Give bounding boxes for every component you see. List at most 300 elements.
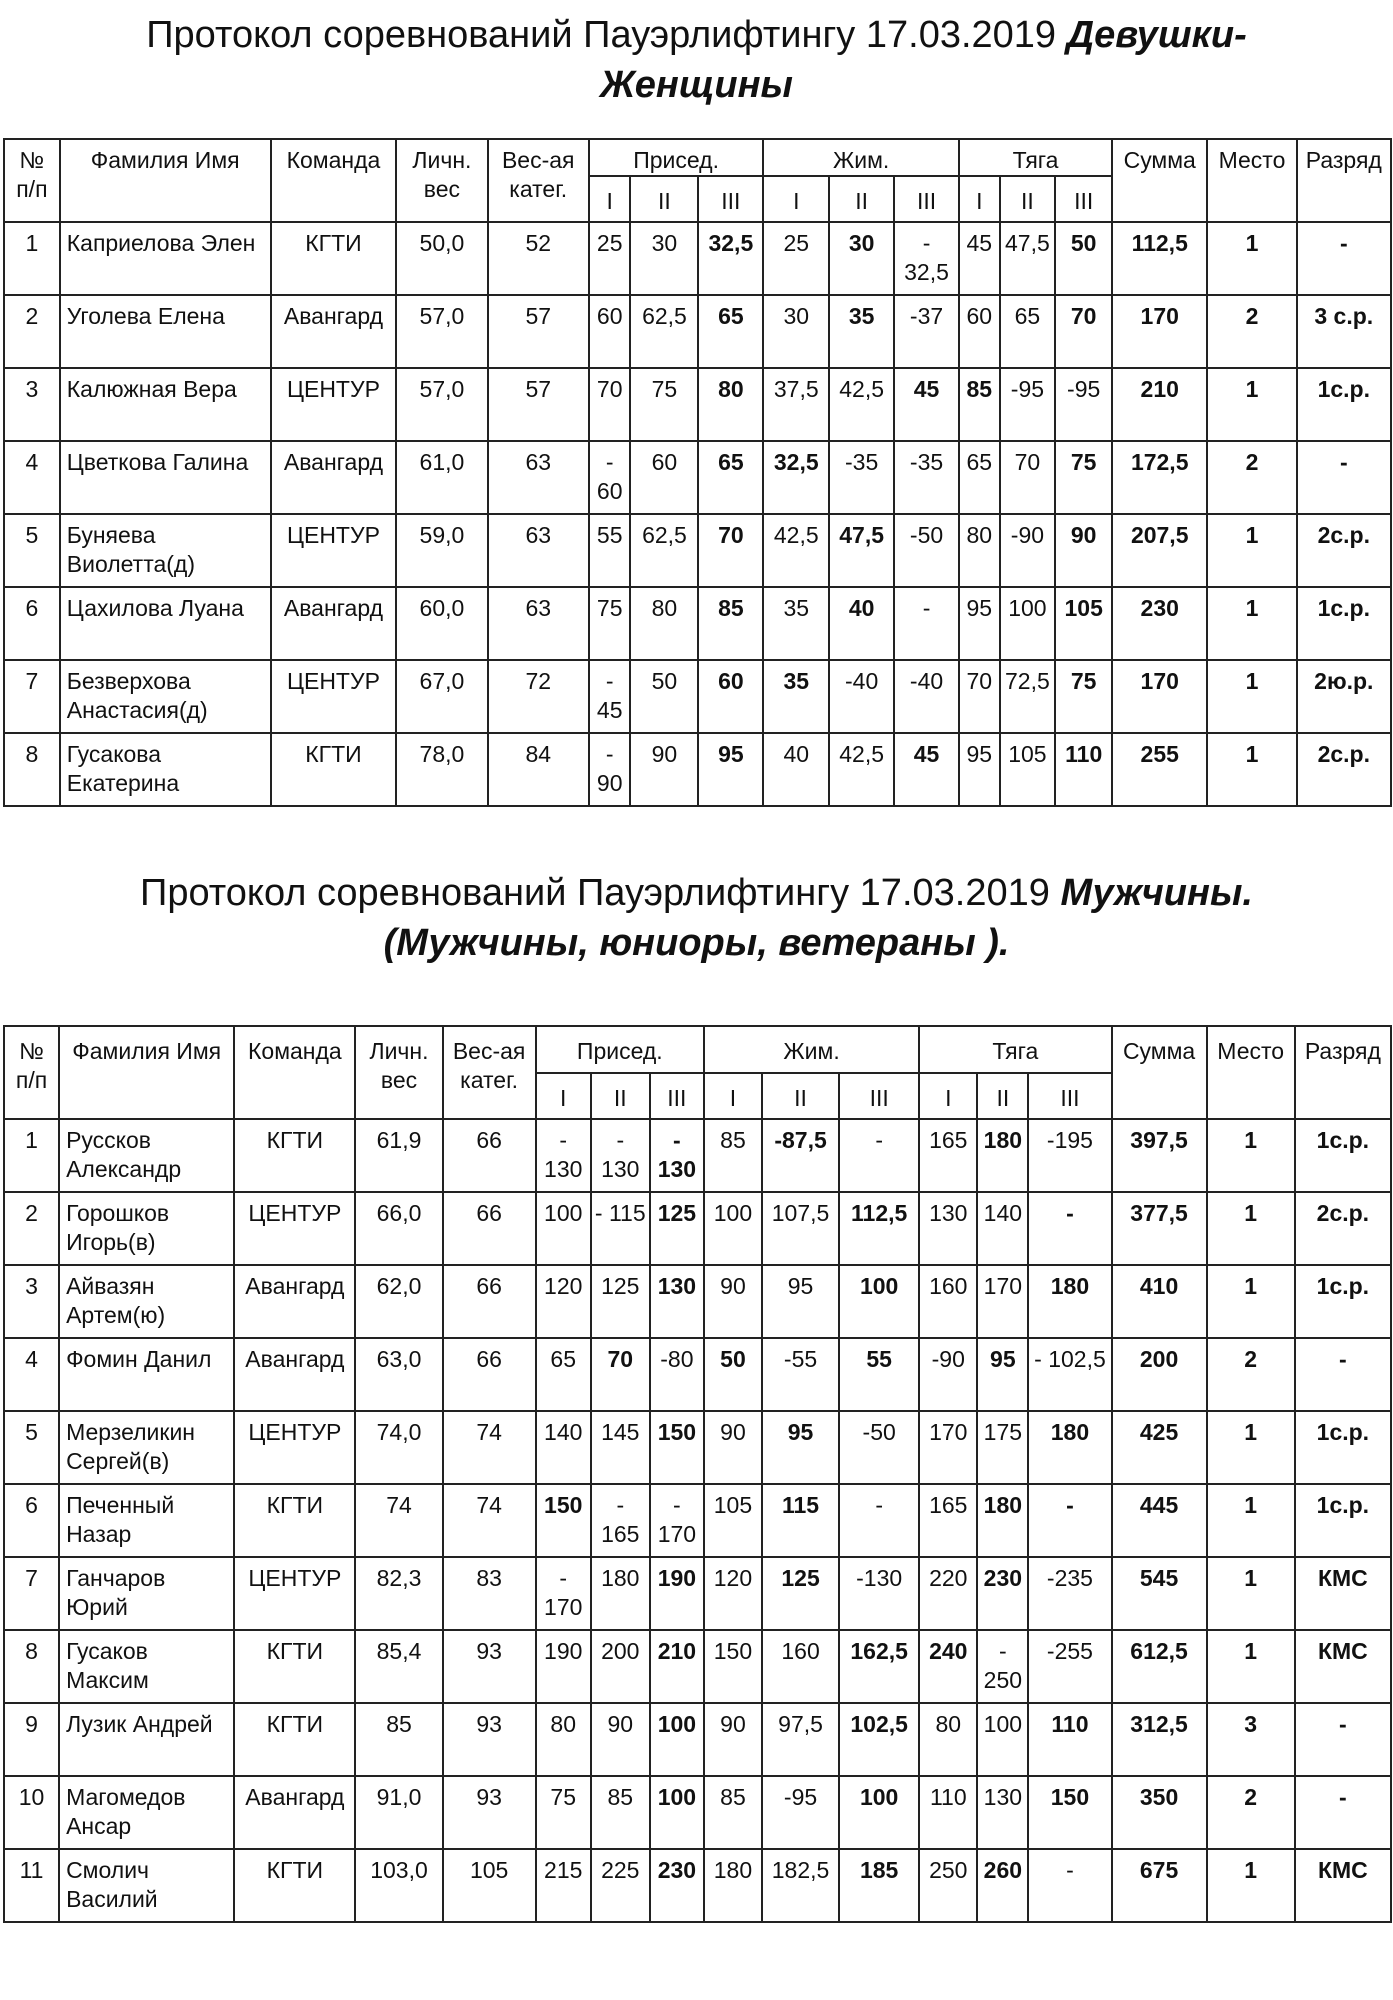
cell-name: Руссков Александр [59, 1119, 234, 1192]
header-category: Вес-ая катег. [443, 1026, 536, 1119]
cell-bench-3: -40 [894, 660, 959, 733]
cell-total: 612,5 [1112, 1630, 1207, 1703]
cell-bench-3: 45 [894, 368, 959, 441]
cell-bench-2: 35 [829, 295, 894, 368]
cell-squat-2: - 115 [591, 1192, 650, 1265]
men-results-table [3, 1025, 1392, 1923]
header-bench: Жим. [763, 139, 959, 176]
cell-squat-3: 60 [698, 660, 763, 733]
cell-rank: - [1295, 1703, 1391, 1776]
header-place: Место [1207, 1026, 1295, 1119]
cell-deadlift-2: 100 [977, 1703, 1028, 1776]
cell-team: ЦЕНТУР [271, 514, 397, 587]
cell-squat-1: 60 [589, 295, 631, 368]
cell-rank: 2с.р. [1297, 514, 1391, 587]
cell-rank: КМС [1295, 1557, 1391, 1630]
cell-deadlift-3: 150 [1028, 1776, 1111, 1849]
cell-squat-1: 25 [589, 222, 631, 295]
cell-place: 1 [1207, 1849, 1295, 1922]
table-row [4, 1484, 1391, 1557]
cell-weight: 82,3 [355, 1557, 442, 1630]
header-deadlift-attempt-3: III [1028, 1073, 1111, 1119]
cell-place: 2 [1207, 1338, 1295, 1411]
cell-squat-3: 70 [698, 514, 763, 587]
cell-deadlift-3: -255 [1028, 1630, 1111, 1703]
cell-weight: 61,0 [396, 441, 487, 514]
table-row [4, 1849, 1391, 1922]
cell-num: 5 [4, 1411, 59, 1484]
cell-squat-2: 75 [630, 368, 698, 441]
cell-bench-2: -55 [762, 1338, 839, 1411]
cell-team: ЦЕНТУР [234, 1411, 355, 1484]
header-deadlift: Тяга [959, 139, 1112, 176]
cell-place: 2 [1207, 295, 1296, 368]
cell-category: 66 [443, 1265, 536, 1338]
cell-deadlift-2: 130 [977, 1776, 1028, 1849]
cell-bench-1: 25 [763, 222, 829, 295]
cell-deadlift-1: 65 [959, 441, 1000, 514]
cell-bench-2: 30 [829, 222, 894, 295]
cell-deadlift-2: 70 [1000, 441, 1056, 514]
cell-deadlift-1: 70 [959, 660, 1000, 733]
header-rank: Разряд [1297, 139, 1391, 222]
cell-deadlift-1: 110 [919, 1776, 977, 1849]
cell-bench-1: 180 [704, 1849, 762, 1922]
cell-squat-2: 225 [591, 1849, 650, 1922]
header-squat-attempt-3: III [698, 176, 763, 222]
cell-bench-3: -50 [894, 514, 959, 587]
cell-deadlift-3: -195 [1028, 1119, 1111, 1192]
cell-team: КГТИ [234, 1849, 355, 1922]
cell-rank: 2с.р. [1297, 733, 1391, 806]
cell-team: Авангард [234, 1776, 355, 1849]
cell-name: Уголева Елена [60, 295, 271, 368]
table-row [4, 587, 1391, 660]
cell-bench-1: 100 [704, 1192, 762, 1265]
cell-bench-3: - 32,5 [894, 222, 959, 295]
cell-squat-3: 100 [650, 1703, 704, 1776]
cell-total: 377,5 [1112, 1192, 1207, 1265]
cell-team: Авангард [234, 1338, 355, 1411]
women-results-table [3, 138, 1392, 807]
header-rank: Разряд [1295, 1026, 1391, 1119]
cell-name: Безверхова Анастасия(д) [60, 660, 271, 733]
cell-squat-1: 190 [536, 1630, 591, 1703]
cell-deadlift-2: 170 [977, 1265, 1028, 1338]
cell-weight: 60,0 [396, 587, 487, 660]
cell-bench-2: 97,5 [762, 1703, 839, 1776]
cell-squat-1: 80 [536, 1703, 591, 1776]
cell-bench-1: 105 [704, 1484, 762, 1557]
cell-deadlift-2: 100 [1000, 587, 1056, 660]
cell-bench-1: 50 [704, 1338, 762, 1411]
cell-squat-2: 50 [630, 660, 698, 733]
cell-weight: 85,4 [355, 1630, 442, 1703]
cell-weight: 59,0 [396, 514, 487, 587]
cell-deadlift-1: 95 [959, 587, 1000, 660]
cell-squat-2: 200 [591, 1630, 650, 1703]
cell-squat-3: 80 [698, 368, 763, 441]
cell-bench-3: -50 [839, 1411, 919, 1484]
cell-deadlift-1: 45 [959, 222, 1000, 295]
cell-deadlift-3: - [1028, 1192, 1111, 1265]
cell-name: Ганчаров Юрий [59, 1557, 234, 1630]
cell-bench-3: 102,5 [839, 1703, 919, 1776]
cell-category: 66 [443, 1338, 536, 1411]
cell-squat-1: 70 [589, 368, 631, 441]
cell-deadlift-1: 165 [919, 1119, 977, 1192]
cell-bench-2: 42,5 [829, 368, 894, 441]
table-row [4, 1265, 1391, 1338]
cell-bench-2: 182,5 [762, 1849, 839, 1922]
cell-squat-2: 125 [591, 1265, 650, 1338]
cell-total: 112,5 [1112, 222, 1207, 295]
cell-weight: 57,0 [396, 295, 487, 368]
cell-category: 83 [443, 1557, 536, 1630]
cell-squat-1: - 45 [589, 660, 631, 733]
cell-deadlift-1: -90 [919, 1338, 977, 1411]
cell-category: 63 [488, 587, 589, 660]
cell-name: Айвазян Артем(ю) [59, 1265, 234, 1338]
cell-squat-3: 65 [698, 441, 763, 514]
cell-team: КГТИ [271, 222, 397, 295]
cell-name: Печенный Назар [59, 1484, 234, 1557]
header-squat-attempt-1: I [536, 1073, 591, 1119]
cell-total: 255 [1112, 733, 1207, 806]
cell-weight: 78,0 [396, 733, 487, 806]
cell-squat-1: 120 [536, 1265, 591, 1338]
cell-place: 1 [1207, 514, 1296, 587]
cell-squat-2: 60 [630, 441, 698, 514]
cell-bench-3: 112,5 [839, 1192, 919, 1265]
men-title-category-1: Мужчины. [1060, 872, 1253, 914]
cell-bench-3: -37 [894, 295, 959, 368]
cell-num: 2 [4, 1192, 59, 1265]
cell-category: 52 [488, 222, 589, 295]
cell-bench-1: 42,5 [763, 514, 829, 587]
cell-deadlift-2: 180 [977, 1484, 1028, 1557]
table-row [4, 1411, 1391, 1484]
cell-deadlift-3: 110 [1055, 733, 1112, 806]
cell-total: 207,5 [1112, 514, 1207, 587]
cell-squat-1: 150 [536, 1484, 591, 1557]
cell-bench-2: 47,5 [829, 514, 894, 587]
cell-place: 1 [1207, 1484, 1295, 1557]
cell-squat-2: 70 [591, 1338, 650, 1411]
header-squat-attempt-1: I [589, 176, 631, 222]
cell-bench-2: 95 [762, 1265, 839, 1338]
cell-deadlift-2: 175 [977, 1411, 1028, 1484]
header-name: Фамилия Имя [59, 1026, 234, 1119]
cell-num: 9 [4, 1703, 59, 1776]
cell-deadlift-1: 95 [959, 733, 1000, 806]
cell-squat-3: 95 [698, 733, 763, 806]
cell-deadlift-2: -90 [1000, 514, 1056, 587]
men-title-category-2: (Мужчины, юниоры, ветераны ). [383, 922, 1010, 964]
cell-rank: 1с.р. [1297, 587, 1391, 660]
cell-name: Гусаков Максим [59, 1630, 234, 1703]
cell-rank: КМС [1295, 1630, 1391, 1703]
cell-squat-3: 125 [650, 1192, 704, 1265]
cell-squat-2: 80 [630, 587, 698, 660]
cell-deadlift-3: - [1028, 1484, 1111, 1557]
cell-deadlift-3: 75 [1055, 441, 1112, 514]
cell-weight: 62,0 [355, 1265, 442, 1338]
header-weight: Личн. вес [396, 139, 487, 222]
cell-deadlift-3: 180 [1028, 1265, 1111, 1338]
cell-team: ЦЕНТУР [234, 1557, 355, 1630]
header-num: № п/п [4, 1026, 59, 1119]
header-squat-attempt-3: III [650, 1073, 704, 1119]
cell-deadlift-1: 170 [919, 1411, 977, 1484]
header-total: Сумма [1112, 139, 1207, 222]
cell-place: 1 [1207, 1630, 1295, 1703]
cell-name: Калюжная Вера [60, 368, 271, 441]
cell-squat-1: 75 [589, 587, 631, 660]
cell-deadlift-2: - 250 [977, 1630, 1028, 1703]
cell-squat-1: - 130 [536, 1119, 591, 1192]
cell-squat-2: 85 [591, 1776, 650, 1849]
cell-bench-2: 125 [762, 1557, 839, 1630]
cell-squat-3: 130 [650, 1265, 704, 1338]
cell-deadlift-3: 75 [1055, 660, 1112, 733]
cell-bench-1: 37,5 [763, 368, 829, 441]
header-bench-attempt-3: III [839, 1073, 919, 1119]
cell-num: 7 [4, 660, 60, 733]
cell-bench-3: - [839, 1119, 919, 1192]
header-team: Команда [271, 139, 397, 222]
cell-team: КГТИ [234, 1630, 355, 1703]
cell-num: 8 [4, 1630, 59, 1703]
cell-num: 2 [4, 295, 60, 368]
cell-deadlift-1: 160 [919, 1265, 977, 1338]
header-weight: Личн. вес [355, 1026, 442, 1119]
cell-squat-1: 65 [536, 1338, 591, 1411]
cell-num: 6 [4, 1484, 59, 1557]
cell-bench-1: 35 [763, 587, 829, 660]
table-row [4, 1557, 1391, 1630]
cell-deadlift-3: 50 [1055, 222, 1112, 295]
men-title-text: Протокол соревнований Пауэрлифтингу 17.03.2019 [140, 872, 1050, 914]
cell-rank: - [1295, 1776, 1391, 1849]
header-bench-attempt-2: II [829, 176, 894, 222]
cell-deadlift-2: 95 [977, 1338, 1028, 1411]
cell-squat-1: 140 [536, 1411, 591, 1484]
table-row [4, 1776, 1391, 1849]
cell-weight: 50,0 [396, 222, 487, 295]
cell-bench-2: 42,5 [829, 733, 894, 806]
cell-category: 66 [443, 1119, 536, 1192]
cell-bench-3: 45 [894, 733, 959, 806]
cell-total: 350 [1112, 1776, 1207, 1849]
table-row [4, 1119, 1391, 1192]
cell-total: 410 [1112, 1265, 1207, 1338]
cell-name: Цветкова Галина [60, 441, 271, 514]
cell-category: 84 [488, 733, 589, 806]
header-bench-attempt-1: I [763, 176, 829, 222]
cell-category: 66 [443, 1192, 536, 1265]
cell-deadlift-3: 105 [1055, 587, 1112, 660]
cell-bench-3: 162,5 [839, 1630, 919, 1703]
cell-category: 74 [443, 1484, 536, 1557]
cell-place: 1 [1207, 733, 1296, 806]
header-num: № п/п [4, 139, 60, 222]
cell-category: 57 [488, 295, 589, 368]
cell-num: 4 [4, 441, 60, 514]
cell-squat-2: 30 [630, 222, 698, 295]
cell-squat-1: 215 [536, 1849, 591, 1922]
table-row [4, 1338, 1391, 1411]
cell-bench-2: 40 [829, 587, 894, 660]
cell-category: 105 [443, 1849, 536, 1922]
header-deadlift-attempt-3: III [1055, 176, 1112, 222]
cell-place: 1 [1207, 1192, 1295, 1265]
cell-bench-1: 90 [704, 1411, 762, 1484]
cell-num: 3 [4, 368, 60, 441]
table-row [4, 1703, 1391, 1776]
cell-deadlift-2: -95 [1000, 368, 1056, 441]
cell-deadlift-3: 70 [1055, 295, 1112, 368]
header-squat-attempt-2: II [630, 176, 698, 222]
cell-deadlift-2: 180 [977, 1119, 1028, 1192]
cell-num: 5 [4, 514, 60, 587]
cell-team: Авангард [271, 587, 397, 660]
cell-weight: 74,0 [355, 1411, 442, 1484]
header-squat: Присед. [536, 1026, 704, 1073]
cell-deadlift-1: 240 [919, 1630, 977, 1703]
cell-bench-1: 90 [704, 1703, 762, 1776]
cell-squat-1: 55 [589, 514, 631, 587]
table-row [4, 368, 1391, 441]
cell-squat-1: - 90 [589, 733, 631, 806]
cell-squat-3: 32,5 [698, 222, 763, 295]
cell-num: 7 [4, 1557, 59, 1630]
cell-squat-3: - 130 [650, 1119, 704, 1192]
cell-category: 72 [488, 660, 589, 733]
table-row [4, 660, 1391, 733]
cell-place: 3 [1207, 1703, 1295, 1776]
cell-place: 2 [1207, 441, 1296, 514]
cell-deadlift-1: 80 [919, 1703, 977, 1776]
cell-deadlift-1: 85 [959, 368, 1000, 441]
cell-total: 172,5 [1112, 441, 1207, 514]
cell-weight: 57,0 [396, 368, 487, 441]
cell-category: 57 [488, 368, 589, 441]
cell-squat-2: 90 [591, 1703, 650, 1776]
table-row [4, 733, 1391, 806]
cell-team: ЦЕНТУР [271, 368, 397, 441]
header-bench-attempt-1: I [704, 1073, 762, 1119]
cell-category: 93 [443, 1703, 536, 1776]
cell-squat-2: 145 [591, 1411, 650, 1484]
cell-deadlift-3: 110 [1028, 1703, 1111, 1776]
cell-squat-3: 230 [650, 1849, 704, 1922]
cell-total: 200 [1112, 1338, 1207, 1411]
cell-weight: 103,0 [355, 1849, 442, 1922]
cell-rank: 3 с.р. [1297, 295, 1391, 368]
cell-deadlift-1: 220 [919, 1557, 977, 1630]
table-row [4, 222, 1391, 295]
table-row [4, 441, 1391, 514]
cell-deadlift-2: 105 [1000, 733, 1056, 806]
cell-total: 170 [1112, 660, 1207, 733]
cell-deadlift-1: 80 [959, 514, 1000, 587]
cell-squat-1: 100 [536, 1192, 591, 1265]
cell-rank: 1с.р. [1295, 1411, 1391, 1484]
header-bench-attempt-3: III [894, 176, 959, 222]
cell-squat-2: 90 [630, 733, 698, 806]
cell-rank: 1с.р. [1295, 1265, 1391, 1338]
cell-deadlift-1: 60 [959, 295, 1000, 368]
cell-squat-2: - 130 [591, 1119, 650, 1192]
cell-name: Фомин Данил [59, 1338, 234, 1411]
cell-bench-2: -40 [829, 660, 894, 733]
cell-deadlift-3: -95 [1055, 368, 1112, 441]
cell-team: Авангард [271, 441, 397, 514]
cell-bench-3: - [894, 587, 959, 660]
cell-num: 6 [4, 587, 60, 660]
cell-deadlift-2: 140 [977, 1192, 1028, 1265]
header-name: Фамилия Имя [60, 139, 271, 222]
cell-num: 8 [4, 733, 60, 806]
cell-place: 1 [1207, 368, 1296, 441]
cell-total: 425 [1112, 1411, 1207, 1484]
cell-bench-1: 85 [704, 1776, 762, 1849]
cell-deadlift-2: 230 [977, 1557, 1028, 1630]
header-category: Вес-ая катег. [488, 139, 589, 222]
cell-deadlift-2: 72,5 [1000, 660, 1056, 733]
cell-bench-2: 107,5 [762, 1192, 839, 1265]
cell-place: 1 [1207, 1265, 1295, 1338]
table-row [4, 1192, 1391, 1265]
cell-rank: - [1297, 222, 1391, 295]
cell-weight: 74 [355, 1484, 442, 1557]
cell-weight: 61,9 [355, 1119, 442, 1192]
cell-rank: 1с.р. [1295, 1484, 1391, 1557]
cell-bench-1: 90 [704, 1265, 762, 1338]
cell-team: КГТИ [234, 1119, 355, 1192]
cell-num: 1 [4, 222, 60, 295]
cell-total: 230 [1112, 587, 1207, 660]
header-squat-attempt-2: II [591, 1073, 650, 1119]
cell-num: 10 [4, 1776, 59, 1849]
cell-deadlift-3: 90 [1055, 514, 1112, 587]
cell-num: 11 [4, 1849, 59, 1922]
cell-squat-3: 85 [698, 587, 763, 660]
cell-bench-1: 32,5 [763, 441, 829, 514]
cell-squat-2: 62,5 [630, 514, 698, 587]
cell-total: 397,5 [1112, 1119, 1207, 1192]
cell-rank: КМС [1295, 1849, 1391, 1922]
cell-num: 1 [4, 1119, 59, 1192]
cell-num: 4 [4, 1338, 59, 1411]
cell-name: Гусакова Екатерина [60, 733, 271, 806]
cell-total: 445 [1112, 1484, 1207, 1557]
cell-squat-3: 100 [650, 1776, 704, 1849]
cell-squat-3: 65 [698, 295, 763, 368]
header-team: Команда [234, 1026, 355, 1119]
cell-place: 1 [1207, 660, 1296, 733]
cell-bench-2: 160 [762, 1630, 839, 1703]
header-bench: Жим. [704, 1026, 919, 1073]
cell-weight: 91,0 [355, 1776, 442, 1849]
cell-category: 63 [488, 441, 589, 514]
cell-weight: 85 [355, 1703, 442, 1776]
header-deadlift: Тяга [919, 1026, 1111, 1073]
cell-rank: 2ю.р. [1297, 660, 1391, 733]
cell-deadlift-3: - [1028, 1849, 1111, 1922]
header-total: Сумма [1112, 1026, 1207, 1119]
